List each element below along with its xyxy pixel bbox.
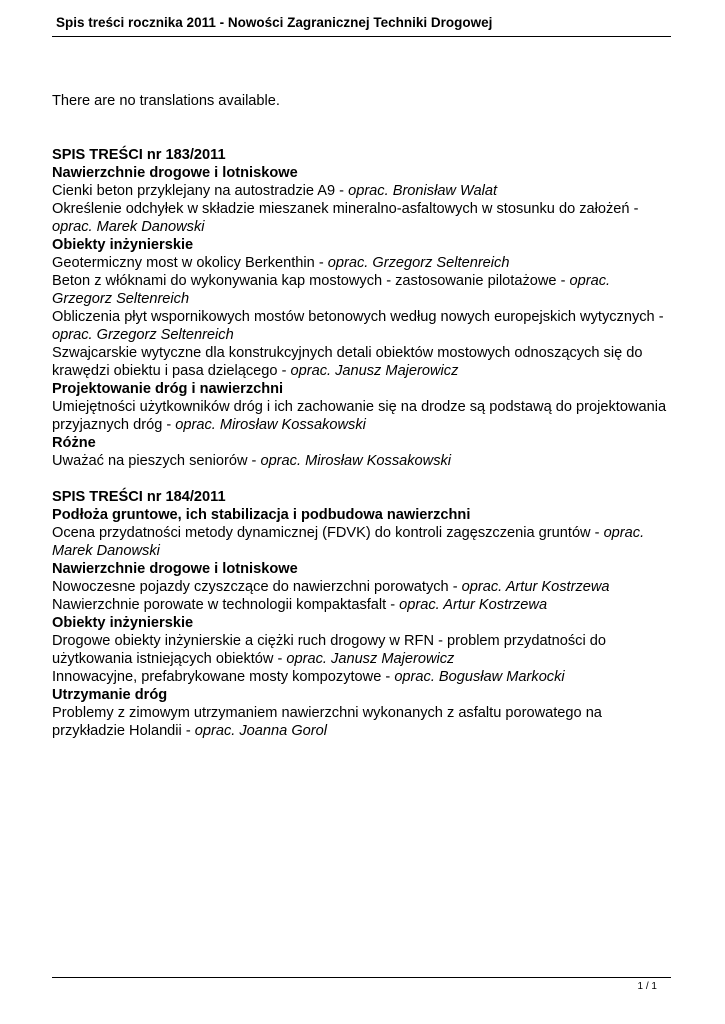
article-entry <box>52 452 670 470</box>
article-author: oprac. Grzegorz Seltenreich <box>52 327 234 343</box>
article-author: oprac. Janusz Majerowicz <box>286 651 455 667</box>
article-title: Drogowe obiekty inżynierskie a ciężki ruch drogowy w RFN - problem przydatności do użytkowania istniejących obiektów - <box>52 633 606 667</box>
article-title: Beton z włóknami do wykonywania kap mostowych - zastosowanie pilotażowe - <box>52 273 570 289</box>
page-header <box>52 14 671 37</box>
article-author: oprac. Mirosław Kossakowski <box>260 453 452 469</box>
section-title: Obiekty inżynierskie <box>52 237 194 253</box>
section-title: Różne <box>52 435 96 451</box>
article-author: oprac. Artur Kostrzewa <box>399 597 548 613</box>
article-entry <box>52 182 670 200</box>
article-author: oprac. Mirosław Kossakowski <box>175 417 366 433</box>
article-author: oprac. Marek Danowski <box>52 219 205 235</box>
issue-title: SPIS TREŚCI nr 184/2011 <box>52 489 226 505</box>
article-author: oprac. Bogusław Markocki <box>394 669 565 685</box>
document-title: Spis treści rocznika 2011 - Nowości Zagranicznej Techniki Drogowej <box>56 15 493 30</box>
article-entry <box>52 578 670 596</box>
page-number: 1 / 1 <box>637 981 657 992</box>
article-title: Innowacyjne, prefabrykowane mosty kompozytowe - <box>52 669 395 685</box>
issues-list <box>52 146 670 740</box>
article-author: oprac. Bronisław Walat <box>348 183 498 199</box>
article-entry <box>52 344 670 380</box>
article-entry <box>52 200 670 236</box>
article-title: Problemy z zimowym utrzymaniem nawierzchni wykonanych z asfaltu porowatego na przykładzie Holandii - <box>52 705 602 739</box>
article-entry <box>52 596 670 614</box>
translation-notice: There are no translations available. <box>52 93 280 109</box>
article-title: Cienki beton przyklejany na autostradzie A9 - <box>52 183 349 199</box>
section-title: Podłoża gruntowe, ich stabilizacja i podbudowa nawierzchni <box>52 507 471 523</box>
article-author: oprac. Marek Danowski <box>52 525 645 559</box>
article-entry <box>52 668 670 686</box>
article-title: Geotermiczny most w okolicy Berkenthin - <box>52 255 328 271</box>
article-author: oprac. Janusz Majerowicz <box>290 363 459 379</box>
article-title: Nowoczesne pojazdy czyszczące do nawierzchni porowatych - <box>52 579 462 595</box>
article-entry <box>52 272 670 308</box>
article-author: oprac. Artur Kostrzewa <box>461 579 610 595</box>
section-title: Utrzymanie dróg <box>52 687 168 703</box>
article-entry <box>52 308 670 344</box>
section-title: Projektowanie dróg i nawierzchni <box>52 381 284 397</box>
issue-block <box>52 146 670 470</box>
article-entry <box>52 254 670 272</box>
page-footer <box>52 977 671 992</box>
article-title: Określenie odchyłek w składzie mieszanek mineralno-asfaltowych w stosunku do założeń - <box>52 201 639 217</box>
section-title: Nawierzchnie drogowe i lotniskowe <box>52 561 298 577</box>
article-title: Nawierzchnie porowate w technologii kompaktasfalt - <box>52 597 400 613</box>
article-title: Szwajcarskie wytyczne dla konstrukcyjnych detali obiektów mostowych odnoszących się do krawędzi obiektu i pasa dzielącego - <box>52 345 643 379</box>
article-title: Obliczenia płyt wspornikowych mostów betonowych według nowych europejskich wytycznych - <box>52 309 664 325</box>
issue-block <box>52 488 670 740</box>
article-author: oprac. Grzegorz Seltenreich <box>52 273 611 307</box>
article-title: Ocena przydatności metody dynamicznej (FDVK) do kontroli zagęszczenia gruntów - <box>52 525 604 541</box>
section-title: Obiekty inżynierskie <box>52 615 194 631</box>
issue-title: SPIS TREŚCI nr 183/2011 <box>52 147 226 163</box>
article-entry <box>52 704 670 740</box>
document-body <box>52 92 670 758</box>
article-title: Uważać na pieszych seniorów - <box>52 453 261 469</box>
article-entry <box>52 398 670 434</box>
section-title: Nawierzchnie drogowe i lotniskowe <box>52 165 298 181</box>
article-entry <box>52 632 670 668</box>
article-author: oprac. Joanna Gorol <box>194 723 328 739</box>
article-entry <box>52 524 670 560</box>
article-author: oprac. Grzegorz Seltenreich <box>327 255 510 271</box>
article-title: Umiejętności użytkowników dróg i ich zachowanie się na drodze są podstawą do projektowania przyjaznych dróg - <box>52 399 667 433</box>
